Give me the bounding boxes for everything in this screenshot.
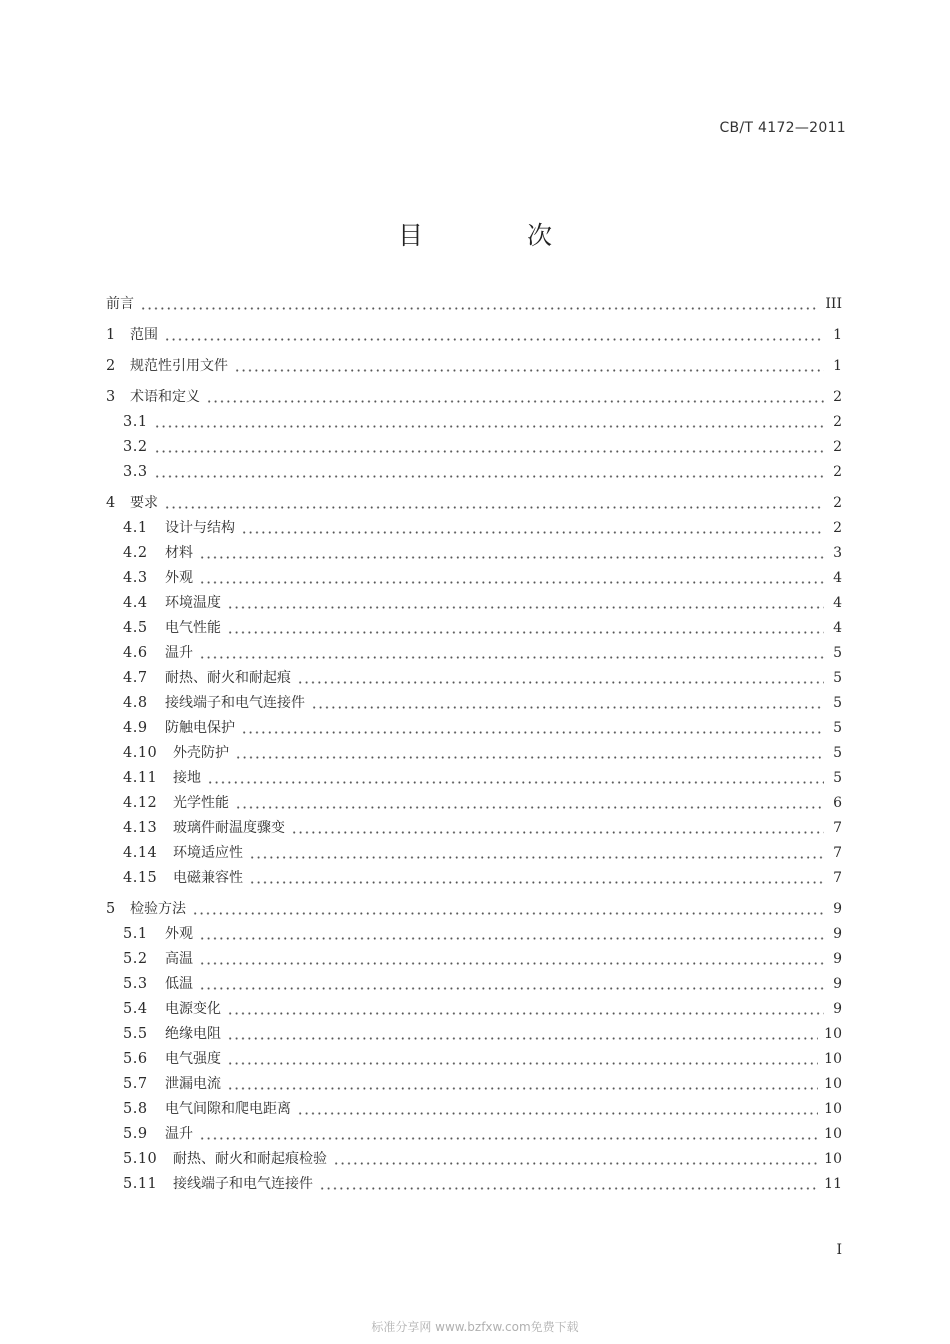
toc-entry-page: 2 <box>833 520 842 536</box>
dot-leader <box>227 1072 818 1097</box>
toc-entry-label: 环境适应性 <box>173 845 243 861</box>
toc-entry[interactable] <box>106 691 842 716</box>
toc-entry[interactable] <box>106 897 842 922</box>
toc-entry[interactable] <box>106 666 842 691</box>
toc-entry-label: 防触电保护 <box>165 720 235 736</box>
toc-entry-label: 电气强度 <box>165 1051 221 1067</box>
dot-leader <box>199 641 824 666</box>
toc-entry-page: 4 <box>833 595 842 611</box>
toc-entry[interactable] <box>106 516 842 541</box>
toc-entry[interactable] <box>106 791 842 816</box>
toc-entry-number: 3 <box>106 389 116 405</box>
toc-entry-label: 材料 <box>165 545 193 561</box>
toc-entry-number: 5.11 <box>123 1176 158 1192</box>
toc-entry-page: 5 <box>833 645 842 661</box>
dot-leader <box>207 766 824 791</box>
page-number: I <box>836 1242 842 1258</box>
toc-entry-number: 4.9 <box>123 720 148 736</box>
toc-entry-label: 耐热、耐火和耐起痕 <box>165 670 291 686</box>
toc-entry[interactable] <box>106 716 842 741</box>
toc-entry[interactable] <box>106 591 842 616</box>
toc-entry-page: 10 <box>824 1076 842 1092</box>
toc-entry[interactable] <box>106 566 842 591</box>
toc-entry-label: 玻璃件耐温度骤变 <box>173 820 285 836</box>
toc-entry-number: 4.12 <box>123 795 158 811</box>
toc-entry-label: 环境温度 <box>165 595 221 611</box>
toc-entry-page: 10 <box>824 1051 842 1067</box>
toc-entry-number: 5.2 <box>123 951 148 967</box>
toc-entry-page: 7 <box>833 870 842 886</box>
toc-entry-page: 7 <box>833 845 842 861</box>
toc-entry-page: 4 <box>833 620 842 636</box>
toc-entry-number: 5.4 <box>123 1001 148 1017</box>
toc-entry[interactable] <box>106 460 842 485</box>
toc-entry-label: 前言 <box>106 296 134 312</box>
toc-entry-page: 9 <box>833 901 842 917</box>
toc-entry-page: 11 <box>824 1176 842 1192</box>
toc-entry-number: 4.11 <box>123 770 158 786</box>
dot-leader <box>227 591 824 616</box>
toc-entry-page: 2 <box>833 464 842 480</box>
toc-entry-label: 温升 <box>165 1126 193 1142</box>
dot-leader <box>140 292 819 317</box>
toc-entry-number: 4.13 <box>123 820 158 836</box>
dot-leader <box>235 741 824 766</box>
toc-entry-label: 规范性引用文件 <box>130 358 228 374</box>
watermark-text: 标准分享网 www.bzfxw.com免费下载 <box>371 1320 579 1334</box>
toc-entry-number: 3.1 <box>123 414 148 430</box>
toc-entry-page: 2 <box>833 495 842 511</box>
dot-leader <box>154 410 824 435</box>
toc-entry-number: 4.6 <box>123 645 148 661</box>
dot-leader <box>234 354 824 379</box>
dot-leader <box>199 541 824 566</box>
toc-entry-page: 9 <box>833 1001 842 1017</box>
toc-entry[interactable] <box>106 410 842 435</box>
toc-entry[interactable] <box>106 766 842 791</box>
toc-entry-label: 绝缘电阻 <box>165 1026 221 1042</box>
dot-leader <box>199 566 824 591</box>
toc-entry[interactable] <box>106 354 842 379</box>
toc-entry-label: 电源变化 <box>165 1001 221 1017</box>
toc-entry-number: 5.1 <box>123 926 148 942</box>
toc-entry[interactable] <box>106 1022 842 1047</box>
dot-leader <box>227 1022 818 1047</box>
toc-entry-label: 高温 <box>165 951 193 967</box>
toc-entry-number: 4.8 <box>123 695 148 711</box>
dot-leader <box>249 866 824 891</box>
toc-entry[interactable] <box>106 1072 842 1097</box>
dot-leader <box>199 972 824 997</box>
toc-entry-label: 接线端子和电气连接件 <box>165 695 305 711</box>
toc-entry-page: 9 <box>833 976 842 992</box>
toc-entry-label: 光学性能 <box>173 795 229 811</box>
toc-entry-label: 泄漏电流 <box>165 1076 221 1092</box>
toc-entry[interactable] <box>106 616 842 641</box>
document-code: CB/T 4172—2011 <box>719 120 846 136</box>
dot-leader <box>199 947 824 972</box>
toc-entry-page: 2 <box>833 389 842 405</box>
toc-entry-page: 10 <box>824 1126 842 1142</box>
toc-entry-page: 10 <box>824 1151 842 1167</box>
dot-leader <box>311 691 824 716</box>
toc-entry[interactable] <box>106 1047 842 1072</box>
dot-leader <box>241 716 824 741</box>
dot-leader <box>227 997 824 1022</box>
toc-entry-number: 4.14 <box>123 845 158 861</box>
dot-leader <box>227 1047 818 1072</box>
toc-entry-number: 4.10 <box>123 745 158 761</box>
toc-entry-page: 1 <box>833 327 842 343</box>
toc-entry-number: 5.5 <box>123 1026 148 1042</box>
toc-entry[interactable] <box>106 997 842 1022</box>
toc-entry-page: 10 <box>824 1101 842 1117</box>
dot-leader <box>249 841 824 866</box>
toc-entry-number: 5.9 <box>123 1126 148 1142</box>
toc-entry-number: 3.2 <box>123 439 148 455</box>
dot-leader <box>297 1097 818 1122</box>
dot-leader <box>235 791 824 816</box>
toc-entry-label: 要求 <box>130 495 158 511</box>
toc-entry-number: 4.4 <box>123 595 148 611</box>
page-title: 目 次 <box>398 221 600 250</box>
dot-leader <box>199 922 824 947</box>
toc-entry[interactable] <box>106 323 842 348</box>
toc-entry-page: 3 <box>833 545 842 561</box>
toc-entry[interactable] <box>106 491 842 516</box>
toc-entry-label: 外观 <box>165 926 193 942</box>
toc-entry-label: 范围 <box>130 327 158 343</box>
toc-entry[interactable] <box>106 972 842 997</box>
toc-entry-number: 5.8 <box>123 1101 148 1117</box>
toc-entry-label: 外壳防护 <box>173 745 229 761</box>
toc-entry-page: 9 <box>833 951 842 967</box>
dot-leader <box>291 816 824 841</box>
toc-entry-page: 5 <box>833 770 842 786</box>
toc-entry-label: 接地 <box>173 770 201 786</box>
dot-leader <box>154 435 824 460</box>
toc-entry-number: 5.6 <box>123 1051 148 1067</box>
toc-entry-page: III <box>825 296 842 312</box>
toc-entry-page: 5 <box>833 720 842 736</box>
toc-entry-number: 4.1 <box>123 520 148 536</box>
toc-entry[interactable] <box>106 741 842 766</box>
toc-entry-number: 4.7 <box>123 670 148 686</box>
toc-entry[interactable] <box>106 866 842 891</box>
toc-entry-label: 术语和定义 <box>130 389 200 405</box>
toc-entry[interactable] <box>106 1122 842 1147</box>
toc-entry-number: 4.2 <box>123 545 148 561</box>
toc-entry[interactable] <box>106 816 842 841</box>
toc-entry-page: 9 <box>833 926 842 942</box>
toc-entry-number: 4.3 <box>123 570 148 586</box>
dot-leader <box>164 323 824 348</box>
toc-entry-number: 2 <box>106 358 116 374</box>
toc-entry-label: 电气间隙和爬电距离 <box>165 1101 291 1117</box>
toc-entry-number: 5.7 <box>123 1076 148 1092</box>
toc-entry-page: 6 <box>833 795 842 811</box>
toc-entry-label: 低温 <box>165 976 193 992</box>
dot-leader <box>241 516 824 541</box>
dot-leader <box>206 385 824 410</box>
toc-entry-label: 外观 <box>165 570 193 586</box>
toc-entry-label: 电气性能 <box>165 620 221 636</box>
toc-entry[interactable] <box>106 1172 842 1197</box>
dot-leader <box>319 1172 818 1197</box>
toc-entry[interactable] <box>106 1147 842 1172</box>
toc-entry-page: 5 <box>833 745 842 761</box>
toc-entry-page: 10 <box>824 1026 842 1042</box>
toc-entry-number: 4 <box>106 495 116 511</box>
dot-leader <box>227 616 824 641</box>
toc-entry[interactable] <box>106 947 842 972</box>
toc-entry-label: 耐热、耐火和耐起痕检验 <box>173 1151 327 1167</box>
toc-entry[interactable] <box>106 385 842 410</box>
toc-entry-page: 2 <box>833 439 842 455</box>
toc-entry[interactable] <box>106 922 842 947</box>
dot-leader <box>192 897 824 922</box>
dot-leader <box>297 666 824 691</box>
toc-entry-page: 1 <box>833 358 842 374</box>
toc-entry-number: 3.3 <box>123 464 148 480</box>
toc-entry-page: 4 <box>833 570 842 586</box>
toc-entry-number: 5.10 <box>123 1151 158 1167</box>
dot-leader <box>333 1147 818 1172</box>
toc-entry-label: 检验方法 <box>130 901 186 917</box>
toc-entry[interactable] <box>106 435 842 460</box>
toc-entry-page: 2 <box>833 414 842 430</box>
toc-entry[interactable] <box>106 1097 842 1122</box>
dot-leader <box>199 1122 818 1147</box>
toc-entry-number: 1 <box>106 327 116 343</box>
toc-entry-page: 5 <box>833 695 842 711</box>
toc-entry-number: 5.3 <box>123 976 148 992</box>
toc-entry[interactable] <box>106 292 842 317</box>
toc-entry[interactable] <box>106 541 842 566</box>
toc-entry-number: 4.5 <box>123 620 148 636</box>
toc-entry-page: 5 <box>833 670 842 686</box>
table-of-contents <box>106 292 842 1197</box>
dot-leader <box>164 491 824 516</box>
toc-entry[interactable] <box>106 641 842 666</box>
dot-leader <box>154 460 824 485</box>
toc-entry-page: 7 <box>833 820 842 836</box>
toc-entry-number: 5 <box>106 901 116 917</box>
toc-entry-label: 电磁兼容性 <box>173 870 243 886</box>
toc-entry-label: 温升 <box>165 645 193 661</box>
toc-entry-label: 接线端子和电气连接件 <box>173 1176 313 1192</box>
toc-entry-number: 4.15 <box>123 870 158 886</box>
toc-entry[interactable] <box>106 841 842 866</box>
toc-entry-label: 设计与结构 <box>165 520 235 536</box>
